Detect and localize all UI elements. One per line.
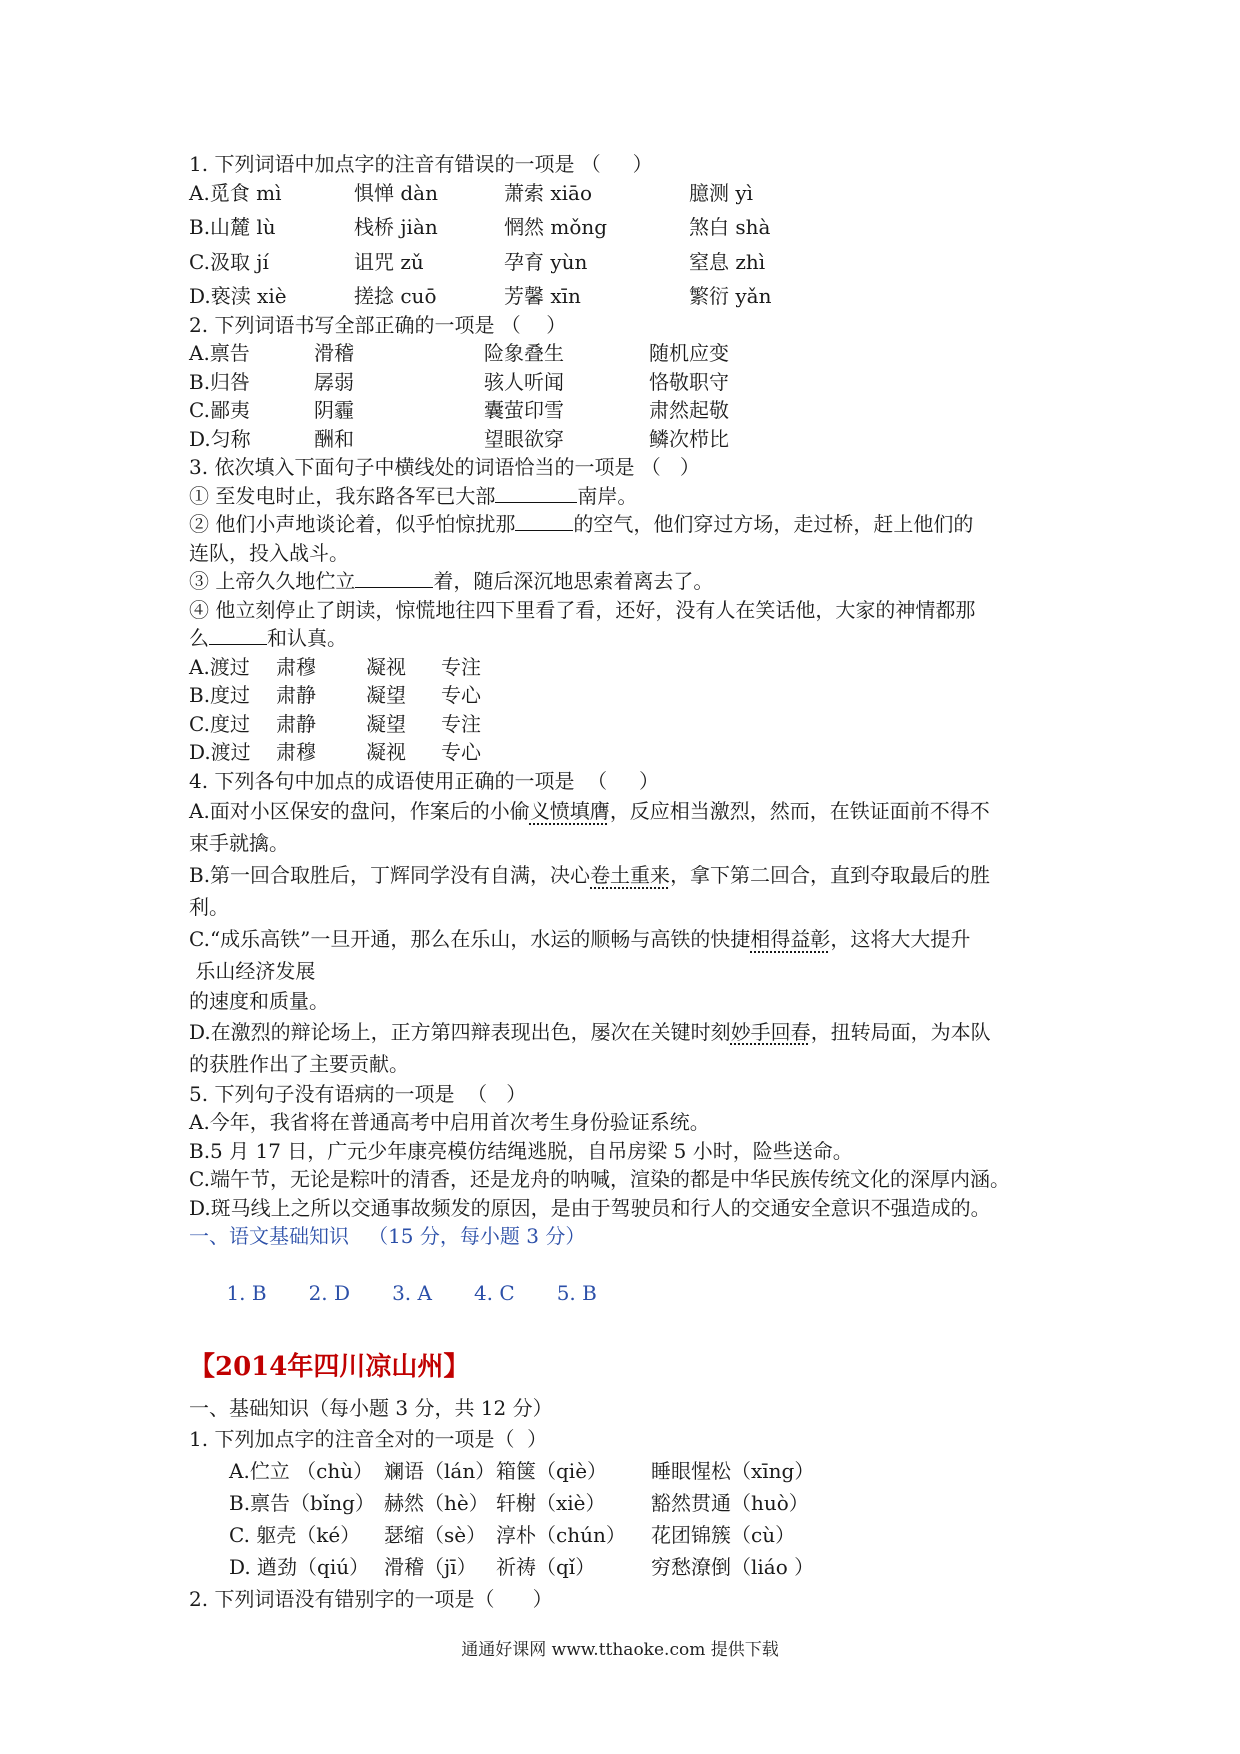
q4-option-c-cont: 乐山经济发展 bbox=[189, 959, 316, 983]
section-subtitle: 一、基础知识（每小题 3 分，共 12 分） bbox=[189, 1396, 553, 1420]
q3-stem: 3. 依次填入下面句子中横线处的词语恰当的一项是 （ ） bbox=[189, 455, 700, 479]
q5-option-a: A.今年，我省将在普通高考中启用首次考生身份验证系统。 bbox=[189, 1110, 710, 1134]
q2-option-d: D.匀称 酬和 望眼欲穿 鳞次栉比 bbox=[189, 426, 729, 451]
q1-option-a: A.觅食 mì 惧惮 dàn 萧索 xiāo 臆测 yì bbox=[189, 180, 754, 205]
q3-sentence-2: ② 他们小声地谈论着，似乎怕惊扰那 的空气，他们穿过方场，走过桥，赶上他们的 bbox=[189, 512, 974, 536]
q3-sentence-1: ① 至发电时止，我东路各军已大部 南岸。 bbox=[189, 483, 638, 508]
q1-option-b: B.山麓 lù 栈桥 jiàn 惘然 mǒng 煞白 shà bbox=[189, 215, 771, 239]
s2-q1-option-b: B.禀告（bǐng） 赫然（hè） 轩榭（xiè） 豁然贯通（huò） bbox=[229, 1490, 809, 1515]
answer-heading: 一、语文基础知识 （15 分，每小题 3 分） bbox=[189, 1224, 586, 1248]
q1-option-c: C.汲取 jí 诅咒 zǔ 孕育 yùn 窒息 zhì bbox=[189, 249, 766, 274]
q5-option-b: B.5 月 17 日，广元少年康亮模仿结绳逃脱，自吊房梁 5 小时，险些送命。 bbox=[189, 1138, 853, 1163]
q4-option-b: B.第一回合取胜后，丁辉同学没有自满，决心卷土重来，拿下第二回合，直到夺取最后的胜 bbox=[189, 863, 991, 887]
fill-blank bbox=[355, 569, 433, 588]
q4-option-d-cont: 的获胜作出了主要贡献。 bbox=[189, 1051, 409, 1076]
s2-q1-option-d: D. 遒劲（qiú） 滑稽（jī） 祈祷（qǐ） 穷愁潦倒（liáo ） bbox=[229, 1554, 815, 1579]
q2-option-b: B.归咎 孱弱 骇人听闻 恪敬职守 bbox=[189, 369, 729, 394]
section-title: 【2014年四川凉山州】 bbox=[189, 1352, 470, 1382]
answer-list bbox=[189, 1251, 1069, 1337]
s2-q1-options bbox=[189, 1455, 1069, 1583]
q3-option-a: A.渡过 肃穆 凝视 专注 bbox=[189, 654, 481, 679]
q2-option-c: C.鄙夷 阴霾 囊萤印雪 肃然起敬 bbox=[189, 398, 729, 422]
s2-q1-stem: 1. 下列加点字的注音全对的一项是（ ） bbox=[189, 1426, 548, 1451]
fill-blank bbox=[209, 626, 267, 645]
q4-option-b-cont: 利。 bbox=[189, 895, 229, 919]
q4-option-d: D.在激烈的辩论场上，正方第四辩表现出色，屡次在关键时刻妙手回春，扭转局面，为本队 bbox=[189, 1019, 991, 1044]
dotted-idiom: 义愤填膺 bbox=[529, 799, 610, 823]
answer-item: 1. B bbox=[226, 1281, 267, 1305]
q5-option-d: D.斑马线上之所以交通事故频发的原因，是由于驾驶员和行人的交通安全意识不强造成的。 bbox=[189, 1195, 991, 1220]
q5-stem: 5. 下列句子没有语病的一项是 （ ） bbox=[189, 1081, 527, 1106]
q4-option-a: A.面对小区保安的盘问，作案后的小偷义愤填膺，反应相当激烈，然而，在铁证面前不得不 bbox=[189, 799, 990, 823]
s2-q2-stem: 2. 下列词语没有错别字的一项是（ ） bbox=[189, 1586, 553, 1611]
q3-option-b: B.度过 肃静 凝望 专心 bbox=[189, 683, 481, 707]
q2-stem: 2. 下列词语书写全部正确的一项是 （ ） bbox=[189, 312, 567, 337]
q2-option-a: A.禀告 滑稽 险象叠生 随机应变 bbox=[189, 341, 729, 365]
q5-option-c: C.端午节，无论是粽叶的清香，还是龙舟的呐喊，渲染的都是中华民族传统文化的深厚内涵。 bbox=[189, 1167, 1010, 1191]
q4-option-a-cont: 束手就擒。 bbox=[189, 831, 289, 855]
dotted-idiom: 妙手回春 bbox=[730, 1019, 811, 1044]
q3-sentence-3: ③ 上帝久久地伫立 着，随后深沉地思索着离去了。 bbox=[189, 569, 714, 593]
s2-q1-option-a: A.伫立 （chù） 斓语（lán） 箱箧（qiè） 睡眼惺松（xīng） bbox=[229, 1458, 815, 1483]
q4-stem: 4. 下列各句中加点的成语使用正确的一项是 （ ） bbox=[189, 768, 659, 793]
document-body bbox=[189, 150, 1069, 1615]
answer-item: 3. A bbox=[392, 1281, 432, 1305]
q3-option-d: D.渡过 肃穆 凝视 专心 bbox=[189, 740, 481, 764]
q3-sentence-4-cont: 么 和认真。 bbox=[189, 626, 347, 650]
q1-stem: 1. 下列词语中加点字的注音有错误的一项是 （ ） bbox=[189, 152, 653, 176]
q3-option-c: C.度过 肃静 凝望 专注 bbox=[189, 711, 481, 736]
answer-item: 4. C bbox=[473, 1281, 515, 1305]
dotted-idiom: 卷土重来 bbox=[590, 863, 671, 887]
q3-sentence-4: ④ 他立刻停止了朗读，惊慌地往四下里看了看，还好，没有人在笑话他，大家的神情都那 bbox=[189, 597, 976, 622]
dotted-idiom: 相得益彰 bbox=[750, 927, 831, 951]
q1-option-d: D.亵渎 xiè 搓捻 cuō 芳馨 xīn 繁衍 yǎn bbox=[189, 284, 772, 308]
q4-option-c-cont2: 的速度和质量。 bbox=[189, 989, 329, 1013]
q4-option-c: C.“成乐高铁”一旦开通，那么在乐山，水运的顺畅与高铁的快捷相得益彰，这将大大提升 bbox=[189, 927, 971, 951]
fill-blank bbox=[515, 512, 573, 531]
answer-item: 5. B bbox=[556, 1281, 597, 1305]
answer-item: 2. D bbox=[308, 1281, 351, 1305]
q3-sentence-2-cont: 连队，投入战斗。 bbox=[189, 540, 349, 565]
s2-q1-option-c: C. 躯壳（ké） 瑟缩（sè） 淳朴（chún） 花团锦簇（cù） bbox=[229, 1522, 796, 1547]
page-footer: 通通好课网 www.tthaoke.com 提供下载 bbox=[461, 1640, 779, 1660]
fill-blank bbox=[495, 484, 577, 503]
